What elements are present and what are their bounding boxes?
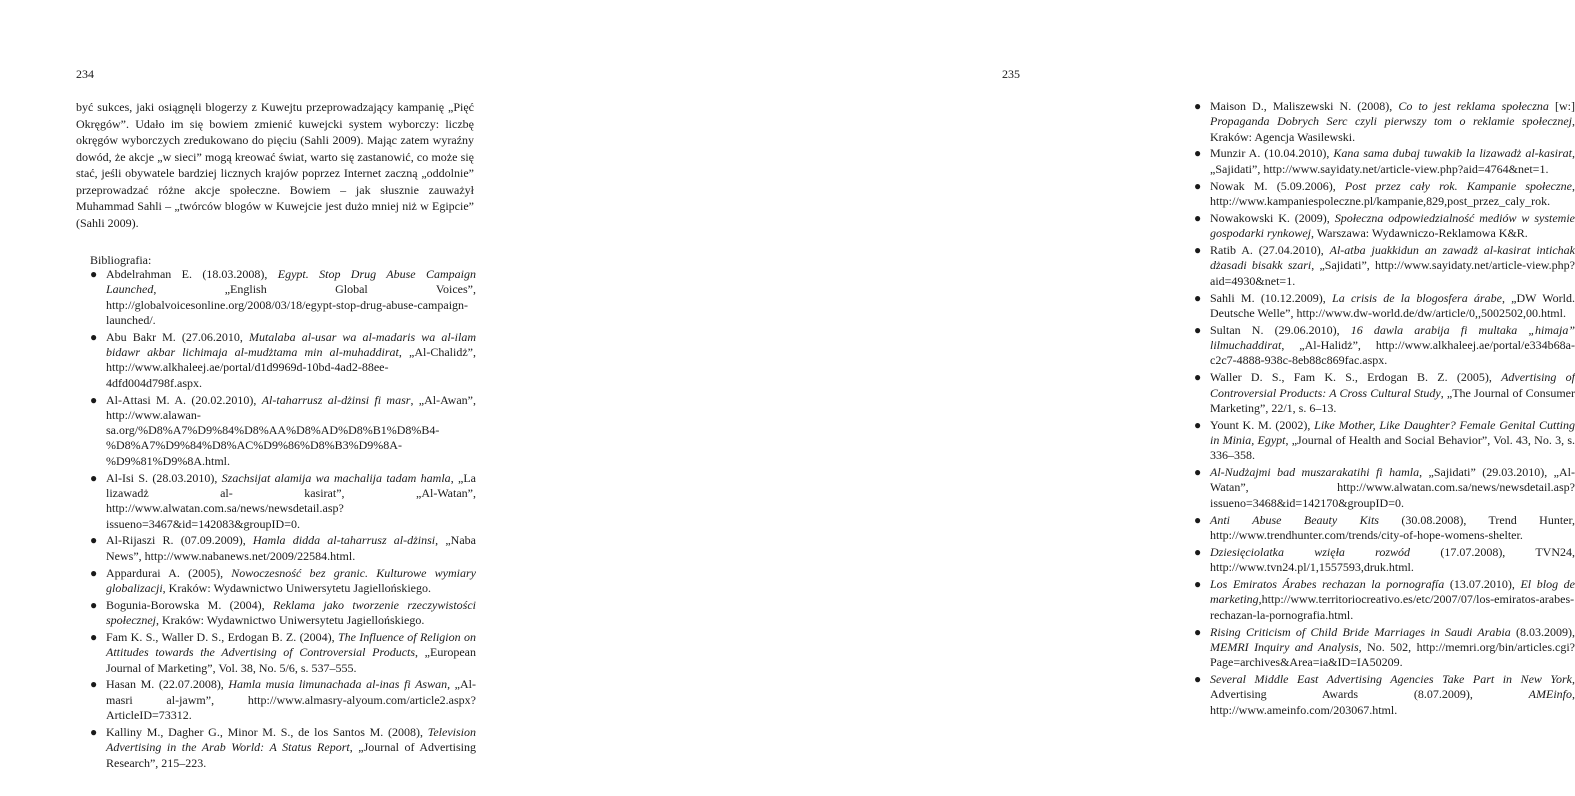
entry-title: Al-atba juakkidun an zawadż al-kasirat intichak dżasadi bisakk szari [1210, 243, 1575, 273]
entry-details: , „Sajidati”, http://www.sayidaty.net/article-view.php?aid=4930&net=1. [1210, 258, 1575, 288]
entry-details: , „Al-Awan”, http://www.alawan-sa.org/%D8%A7%D9%84%D8%AA%D8%AD%D8%B1%D8%B4-%D8%A7%D9%84%D8%AC%D9%86%D8%B3%D9%8A-%D9%81%D9%8A.html. [106, 392, 477, 468]
bibliography-entry [90, 566, 476, 597]
entry-authors: Abu Bakr M. (27.06.2010, [106, 329, 249, 344]
entry-details: , „La lizawadż al- kasirat”, „Al-Watan”, http://www.alwatan.com.sa/news/newsdetail.asp?issueno=3467&id=142083&groupID=0. [106, 470, 477, 531]
entry-authors: Nowakowski K. (2009), [1210, 210, 1335, 225]
bibliography-entry [1194, 146, 1575, 177]
bullet-icon: ● [90, 565, 98, 580]
entry-title: Społeczna odpowiedzialność mediów w systemie gospodarki rynkowej [1210, 210, 1575, 241]
entry-title: The Influence of Religion on Attitudes towards the Advertising of Controversial Products [106, 629, 476, 660]
bullet-icon: ● [90, 533, 98, 548]
bibliography-list [1194, 99, 1575, 719]
entry-details: , „Naba News”, http://www.nabanews.net/2009/22584.html. [106, 533, 476, 563]
bibliography-entry [1194, 179, 1575, 210]
entry-title: Al-Nudżajmi bad muszarakatihi fi hamla [1210, 465, 1420, 480]
bibliography-entry [90, 677, 476, 723]
entry-details: , No. 502, http://memri.org/bin/articles.cgi?Page=archives&Area=ia&ID=IA50209. [1210, 639, 1575, 670]
bullet-icon: ● [90, 329, 98, 344]
entry-authors: Kalliny M., Dagher G., Minor M. S., de los Santos M. (2008), [106, 724, 428, 739]
entry-details: , Kraków: Wydawnictwo Uniwersytetu Jagiellońskiego. [162, 580, 432, 595]
entry-details: , Warszawa: Wydawniczo-Reklamowa K&R. [1311, 226, 1528, 241]
entry-authors: Appardurai A. (2005), [106, 565, 232, 580]
entry-title: AMEinfo [1528, 687, 1572, 702]
entry-details: ,http://www.territoriocreativo.es/etc/2007/07/los-emiratos-arabes-rechazan-la-pornografia.html. [1210, 592, 1575, 622]
bullet-icon: ● [90, 677, 98, 692]
entry-title: Television Advertising in the Arab World: A Status Report [106, 724, 476, 755]
entry-authors: Al-Isi S. (28.03.2010), [106, 470, 222, 485]
entry-title: MEMRI Inquiry and Analysis [1210, 639, 1359, 654]
entry-title: Los Emiratos Árabes rechazan la pornografía [1210, 577, 1445, 592]
entry-title: Co to jest reklama społeczna [1398, 99, 1549, 113]
bibliography-entry [1194, 243, 1575, 289]
entry-title: Hamla musia limunachada al-inas fi Aswan [228, 677, 448, 692]
entry-title: La crisis de la blogosfera árabe [1332, 290, 1502, 305]
entry-authors: Nowak M. (5.09.2006), [1210, 178, 1345, 193]
bibliography-heading: Bibliografia: [90, 253, 152, 267]
entry-details: , „Al-Chalidż”, http://www.alkhaleej.ae/portal/d1d9969d-10bd-4ad2-88ee-4dfd004d798f.aspx. [106, 345, 476, 390]
bullet-icon: ● [90, 470, 98, 485]
bibliography-entry [1194, 672, 1575, 718]
bullet-icon: ● [1194, 243, 1202, 258]
bullet-icon: ● [1194, 465, 1202, 480]
page-number: 235 [1002, 67, 1020, 81]
entry-authors: Bogunia-Borowska M. (2004), [106, 597, 274, 612]
bibliography-entry [1194, 370, 1575, 416]
entry-title: Szachsijat alamija wa machalija tadam hamla [221, 470, 451, 485]
entry-title: Al-taharrusz al-dżinsi fi masr [261, 392, 411, 407]
entry-details: , „The Journal of Consumer Marketing”, 22/1, s. 6–13. [1210, 385, 1575, 415]
right-page [550, 0, 1575, 796]
page-number: 234 [76, 67, 94, 81]
entry-title: Hamla didda al-taharrusz al-dżinsi [252, 533, 436, 548]
bibliography-entry [90, 725, 476, 771]
bullet-icon: ● [90, 392, 98, 407]
bibliography-entry [90, 393, 476, 469]
bibliography-entry [1194, 465, 1575, 511]
entry-authors: Sultan N. (29.06.2010), [1210, 322, 1351, 337]
entry-title: 16 dawla arabija fi multaka „himaja” lilmuchaddirat [1210, 322, 1575, 353]
entry-details: , „Sajidati”, http://www.sayidaty.net/article-view.php?aid=4764&net=1. [1210, 146, 1575, 176]
entry-details: [w:] [1548, 99, 1575, 113]
entry-title: Egypt. Stop Drug Abuse Campaign Launched [106, 267, 476, 297]
left-page [0, 0, 550, 796]
entry-details: (17.07.2008), TVN24, http://www.tvn24.pl/1,1557593,druk.html. [1210, 544, 1575, 575]
bibliography-entry [90, 267, 476, 328]
entry-authors: Waller D. S., Fam K. S., Erdogan B. Z. (2005), [1210, 370, 1502, 385]
entry-details: (30.08.2008), Trend Hunter, http://www.trendhunter.com/trends/city-of-hope-womens-shelter. [1210, 512, 1575, 542]
entry-details: (13.07.2010), [1444, 577, 1521, 592]
entry-authors: Hasan M. (22.07.2008), [106, 677, 229, 692]
entry-details: , „Journal of Health and Social Behavior”, Vol. 43, No. 3, s. 336–358. [1210, 432, 1575, 463]
bullet-icon: ● [1194, 544, 1202, 559]
bibliography-entry [1194, 323, 1575, 369]
entry-details: , „English Global Voices”, http://globalvoicesonline.org/2008/03/18/egypt-stop-drug-abuse-campaign-launched/. [106, 282, 476, 327]
entry-authors: Ratib A. (27.04.2010), [1210, 243, 1330, 258]
bibliography-entry [1194, 577, 1575, 623]
bullet-icon: ● [90, 724, 98, 739]
entry-title: Mutalaba al-usar wa al-madaris wa al-ilam bidawr akbar lichimaja al-mudżtama min al-muhaddirat [106, 329, 476, 360]
entry-title: Propaganda Dobrych Serc czyli pierwszy tom o reklamie społecznej [1210, 114, 1572, 129]
entry-details: , Advertising Awards (8.07.2009), [1210, 672, 1575, 702]
entry-authors: Abdelrahman E. (18.03.2008), [106, 267, 278, 281]
bullet-icon: ● [90, 267, 98, 281]
entry-details: , http://www.ameinfo.com/203067.html. [1210, 687, 1575, 717]
entry-details: , „European Journal of Marketing”, Vol. 38, No. 5/6, s. 537–555. [106, 645, 476, 675]
entry-authors: Sahli M. (10.12.2009), [1210, 290, 1333, 305]
entry-title: Nowoczesność bez granic. Kulturowe wymiary globalizacji [106, 565, 477, 595]
bullet-icon: ● [1194, 624, 1202, 639]
entry-authors: Maison D., Maliszewski N. (2008), [1210, 99, 1399, 113]
bullet-icon: ● [1194, 99, 1202, 113]
bibliography-list [90, 267, 476, 772]
bibliography-entry [1194, 291, 1575, 322]
entry-authors: Al-Attasi M. A. (20.02.2010), [106, 392, 262, 407]
entry-title: Several Middle East Advertising Agencies Take Part in New York [1210, 672, 1572, 686]
entry-details: , „Journal of Advertising Research”, 215–223. [106, 740, 477, 770]
bullet-icon: ● [1194, 417, 1202, 432]
entry-details: , Kraków: Wydawnictwo Uniwersytetu Jagiellońskiego. [156, 613, 425, 628]
entry-details: , Kraków: Agencja Wasilewski. [1210, 114, 1575, 144]
entry-details: , „Sajidati” (29.03.2010), „Al-Watan”, http://www.alwatan.com.sa/news/newsdetail.asp?issueno=3468&id=142170&groupID=0. [1210, 465, 1575, 510]
entry-title: Reklama jako tworzenie rzeczywistości społecznej [106, 597, 477, 628]
bibliography-entry [1194, 99, 1575, 145]
entry-authors: Munzir A. (10.04.2010), [1210, 146, 1334, 161]
bullet-icon: ● [1194, 210, 1202, 225]
bibliography-entry [90, 471, 476, 532]
bibliography-entry [90, 598, 476, 629]
entry-title: Advertising of Controversial Products: A Cross Cultural Study [1210, 370, 1575, 400]
bibliography-entry [1194, 513, 1575, 544]
entry-details: , „Al-masri al-jawm”, http://www.almasry-alyoum.com/article2.aspx?ArticleID=73312. [106, 677, 476, 723]
entry-title: Dziesięciolatka wzięła rozwód [1210, 544, 1411, 559]
entry-title: Kana sama dubaj tuwakib la lizawadż al-kasirat [1333, 146, 1572, 161]
entry-title: Anti Abuse Beauty Kits [1210, 512, 1379, 527]
bullet-icon: ● [90, 597, 98, 612]
entry-title: Rising Criticism of Child Bride Marriages in Saudi Arabia [1210, 624, 1511, 639]
entry-details: , „Al-Halidż”, http://www.alkhaleej.ae/portal/e334b68a-c2c7-4888-938c-8eb88c869fac.aspx. [1210, 338, 1575, 368]
bullet-icon: ● [1194, 577, 1202, 592]
bibliography-entry [1194, 545, 1575, 576]
bullet-icon: ● [1194, 672, 1202, 686]
entry-details: , http://www.kampaniespoleczne.pl/kampanie,829,post_przez_caly_rok. [1210, 178, 1575, 208]
bullet-icon: ● [1194, 146, 1202, 161]
entry-details: , „DW World. Deutsche Welle”, http://www.dw-world.de/dw/article/0,,5002502,00.html. [1210, 290, 1575, 320]
entry-authors: Yount K. M. (2002), [1210, 417, 1315, 432]
bibliography-entry [1194, 211, 1575, 242]
bullet-icon: ● [1194, 512, 1202, 527]
bibliography-entry [90, 630, 476, 676]
bullet-icon: ● [1194, 322, 1202, 337]
entry-authors: Fam K. S., Waller D. S., Erdogan B. Z. (2004), [106, 629, 338, 644]
bibliography-entry [90, 330, 476, 391]
bullet-icon: ● [90, 629, 98, 644]
entry-title: El blog de marketing [1210, 577, 1575, 607]
bibliography-entry [1194, 625, 1575, 671]
body-paragraph: być sukces, jaki osiągnęli blogerzy z Kuwejtu przeprowadzający kampanię „Pięć Okręgów”. Udało im się bowiem zmienić kuwejcki system wyborczy: liczbę okręgów wyborczych zredukowano do pięciu (Sahli 2009). Mając zatem wyraźny dowód, że akcje „w sieci” mogą kreować świat, warto się zastanowić, co może się stać, jeśli obywatele bardziej licznych krajów poprzez Internet zaczną „oddolnie” przeprowadzać różne akcje społeczne. Bowiem – jak słusznie zauważył Muhammad Sahli – „twórców blogów w Kuwejcie jest dużo mniej niż w Egipcie” (Sahli 2009). [76, 100, 474, 230]
bibliography-entry [1194, 418, 1575, 464]
bullet-icon: ● [1194, 178, 1202, 193]
bullet-icon: ● [1194, 370, 1202, 385]
bullet-icon: ● [1194, 290, 1202, 305]
entry-title: Like Mother, Like Daughter? Female Genital Cutting in Minia, Egypt [1210, 417, 1575, 447]
entry-details: (8.03.2009), [1510, 624, 1575, 639]
entry-title: Post przez cały rok. Kampanie społeczne [1344, 178, 1572, 193]
entry-authors: Al-Rijaszi R. (07.09.2009), [106, 533, 253, 548]
bibliography-entry [90, 533, 476, 564]
